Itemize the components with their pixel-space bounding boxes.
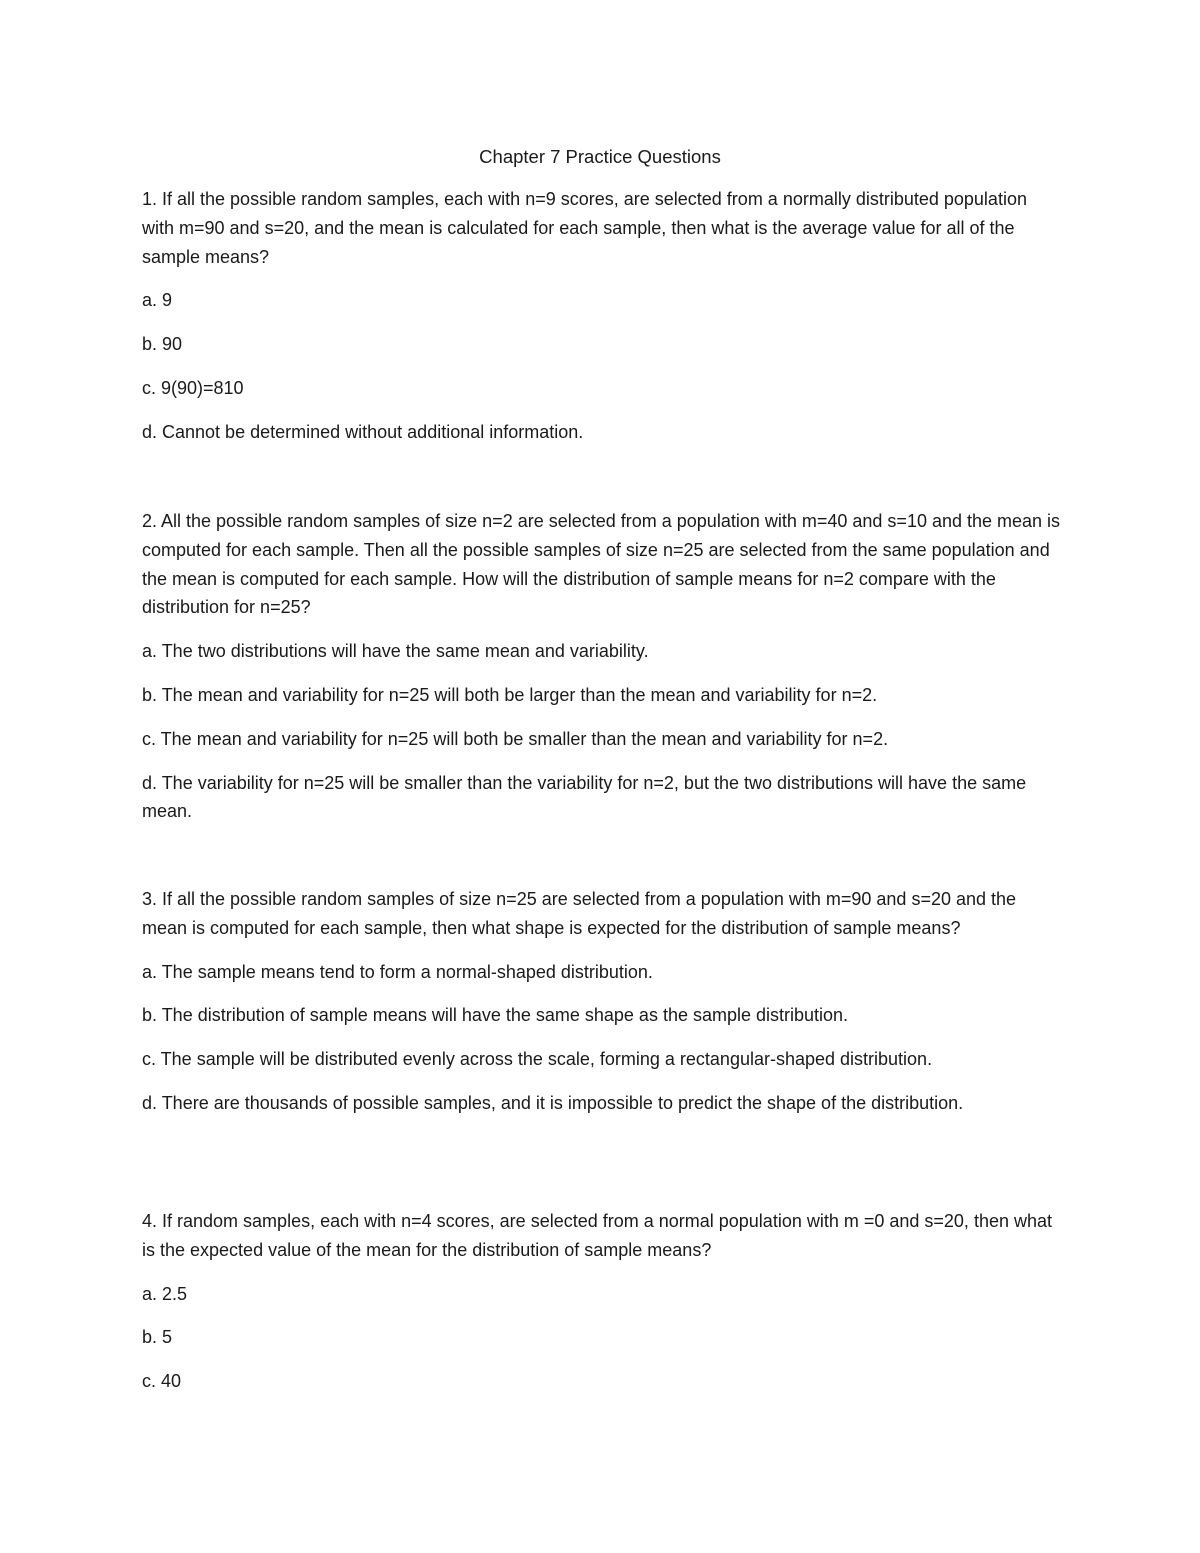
question-2	[142, 507, 1062, 826]
page-title: Chapter 7 Practice Questions	[479, 146, 721, 167]
question-1	[142, 185, 1062, 447]
answer-option-d: d. There are thousands of possible samples, and it is impossible to predict the shape of the distribution.	[142, 1092, 964, 1113]
question-stem: 3. If all the possible random samples of size n=25 are selected from a population with m=90 and s=20 and the mean is computed for each sample, then what shape is expected for the distribution of sample means?	[142, 889, 1017, 938]
question-stem: 1. If all the possible random samples, each with n=9 scores, are selected from a normally distributed population with m=90 and s=20, and the mean is calculated for each sample, then what is the average value for all of the sample means?	[142, 189, 1027, 267]
question-4	[142, 1207, 1062, 1396]
question-stem: 2. All the possible random samples of size n=2 are selected from a population with m=40 and s=10 and the mean is computed for each sample. Then all the possible samples of size n=25 are selected from the same population and the mean is computed for each sample. How will the distribution of sample means for n=2 compare with the distribution for n=25?	[142, 511, 1061, 618]
question-3	[142, 885, 1062, 1118]
answer-option-d: d. The variability for n=25 will be smaller than the variability for n=2, but the two distributions will have the same mean.	[142, 772, 1027, 822]
answer-option-c: c. The mean and variability for n=25 will both be smaller than the mean and variability for n=2.	[142, 728, 889, 749]
answer-option-b: b. The distribution of sample means will have the same shape as the sample distribution.	[142, 1005, 849, 1026]
answer-option-a: a. The sample means tend to form a normal-shaped distribution.	[142, 961, 653, 982]
answer-option-b: b. 90	[142, 334, 183, 355]
answer-option-a: a. 9	[142, 290, 173, 311]
answer-option-c: c. 9(90)=810	[142, 377, 244, 398]
answer-option-c: c. 40	[142, 1371, 182, 1392]
answer-option-b: b. The mean and variability for n=25 will both be larger than the mean and variability for n=2.	[142, 684, 878, 705]
answer-option-b: b. 5	[142, 1327, 173, 1348]
answer-option-d: d. Cannot be determined without additional information.	[142, 421, 584, 442]
answer-option-a: a. The two distributions will have the same mean and variability.	[142, 641, 649, 662]
answer-option-a: a. 2.5	[142, 1283, 188, 1304]
question-stem: 4. If random samples, each with n=4 scores, are selected from a normal population with m =0 and s=20, then what is the expected value of the mean for the distribution of sample means?	[142, 1211, 1052, 1260]
answer-option-c: c. The sample will be distributed evenly across the scale, forming a rectangular-shaped distribution.	[142, 1049, 933, 1070]
